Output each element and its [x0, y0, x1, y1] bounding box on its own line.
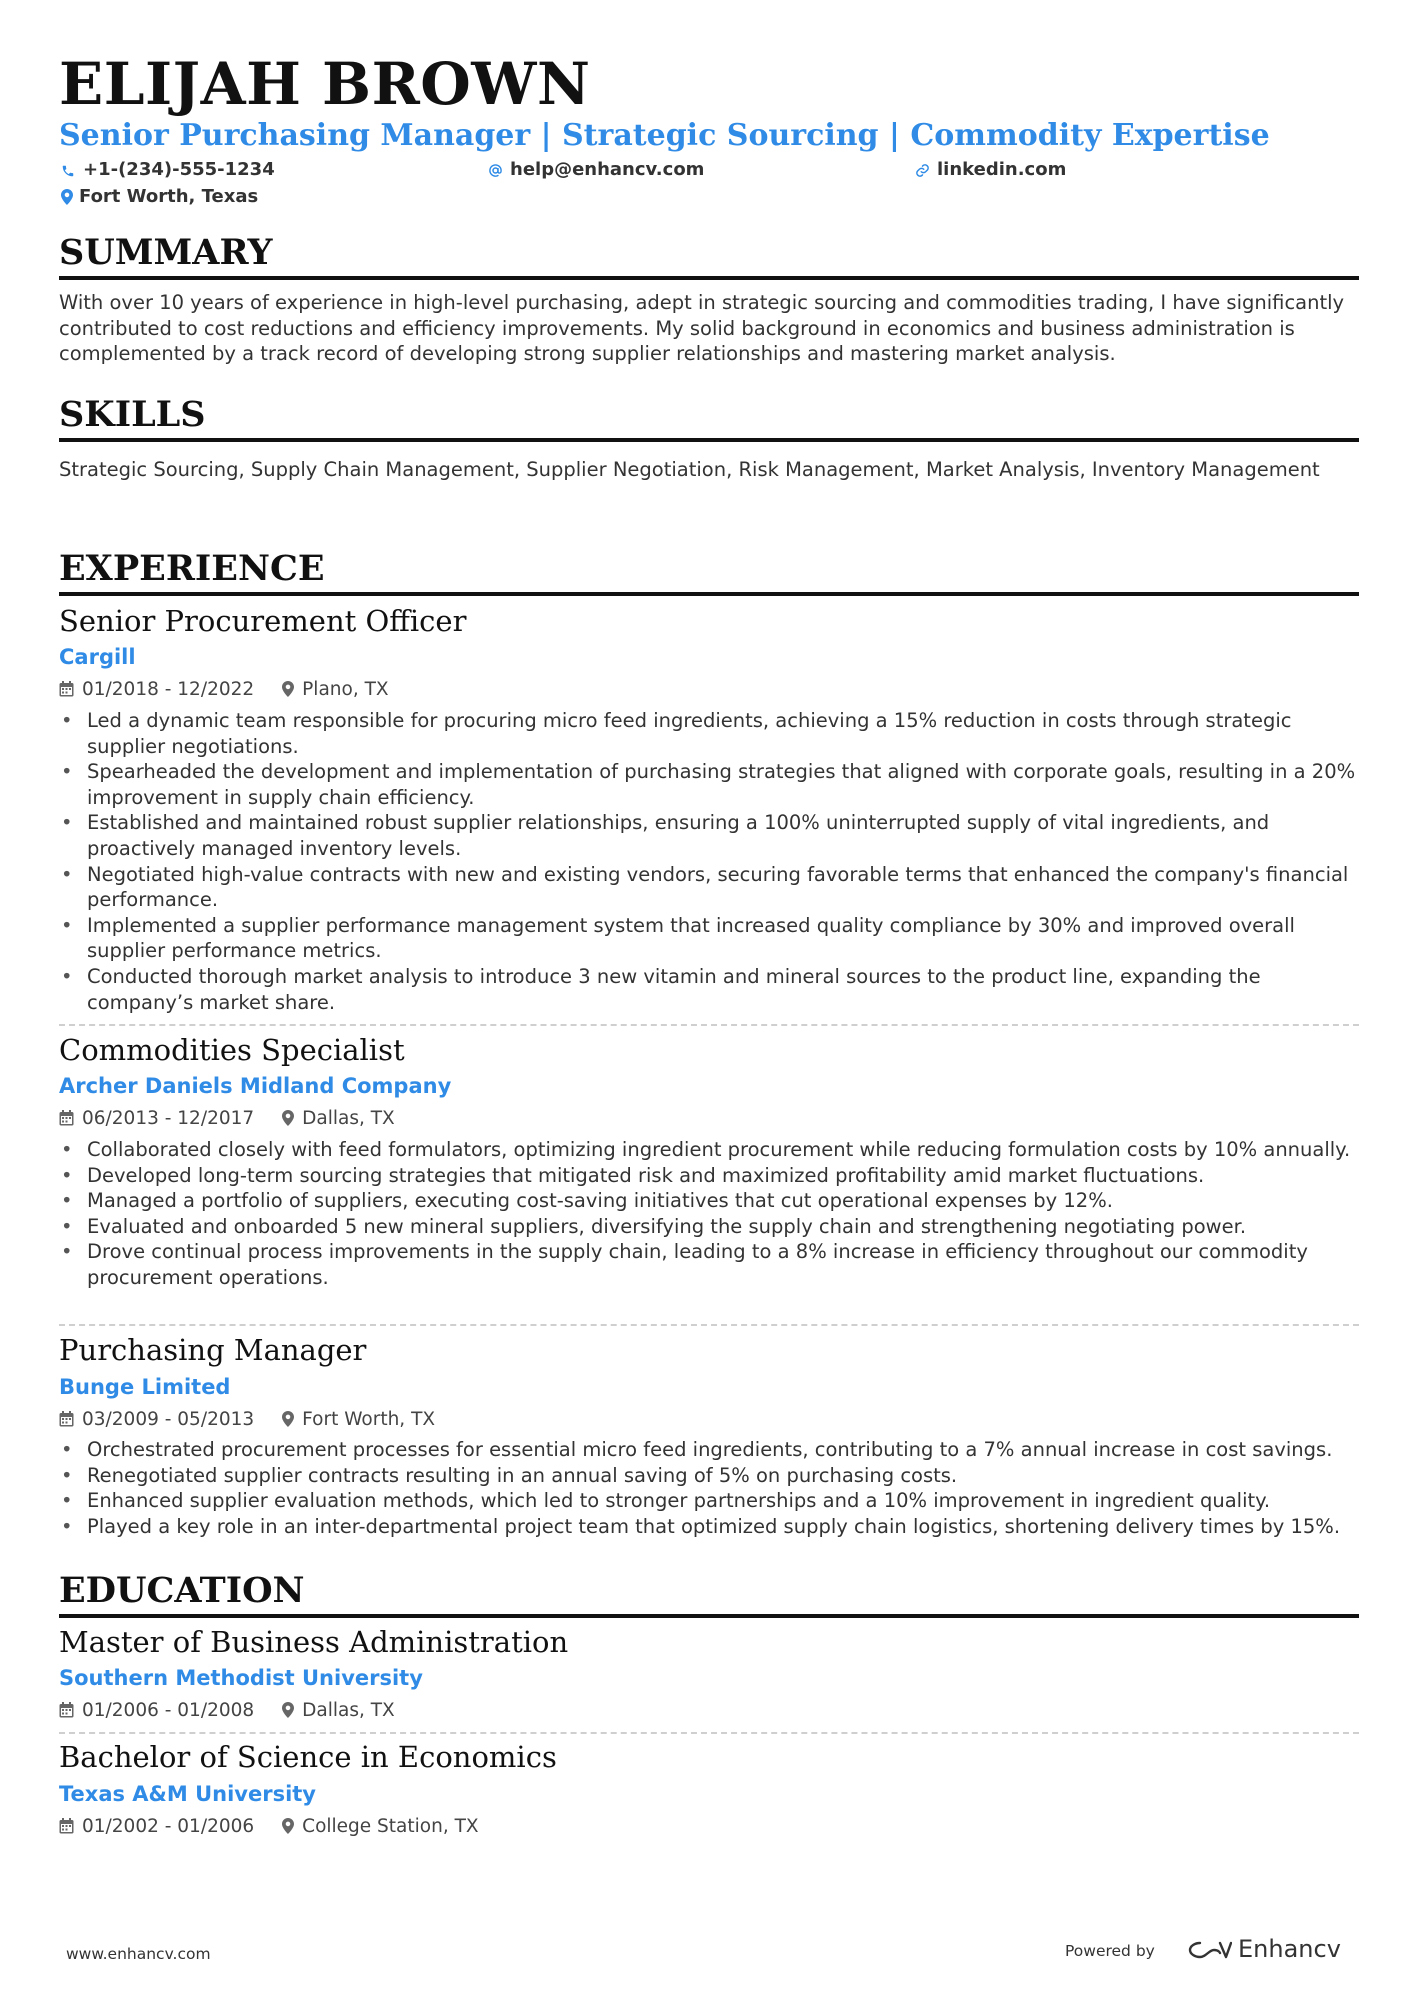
- footer-url[interactable]: www.enhancv.com: [66, 1945, 211, 1963]
- phone-icon: [61, 161, 77, 185]
- email-text[interactable]: help@enhancv.com: [510, 159, 705, 180]
- job-location: Fort Worth, TX: [302, 1409, 436, 1430]
- job-bullets: [59, 1437, 1359, 1539]
- location-pin-icon: [282, 1817, 294, 1841]
- skills-heading: SKILLS: [59, 394, 1359, 442]
- job-company: Cargill: [59, 645, 136, 669]
- enhancv-logo-icon: [1186, 1939, 1232, 1961]
- contact-phone: [61, 158, 275, 185]
- school-name: Southern Methodist University: [59, 1666, 423, 1690]
- job-company: Bunge Limited: [59, 1375, 231, 1399]
- list-item: • Enhanced supplier evaluation methods, which led to stronger partnerships and a 10% improvement in ingredient quality.: [59, 1488, 1359, 1514]
- job-title: Commodities Specialist: [59, 1033, 405, 1067]
- job-meta: [59, 678, 389, 704]
- job-location: Dallas, TX: [302, 1108, 395, 1129]
- school-name: Texas A&M University: [59, 1782, 316, 1806]
- job-dates: 03/2009 - 05/2013: [82, 1409, 255, 1430]
- job-meta: [59, 1107, 395, 1133]
- education-dates: 01/2006 - 01/2008: [82, 1700, 255, 1721]
- at-icon: [488, 161, 504, 185]
- contact-location: [61, 185, 258, 212]
- phone-text[interactable]: +1-(234)-555-1234: [83, 159, 275, 180]
- education-location: College Station, TX: [302, 1816, 479, 1837]
- candidate-headline: Senior Purchasing Manager | Strategic Sourcing | Commodity Expertise: [59, 118, 1270, 153]
- calendar-icon: [59, 1701, 74, 1725]
- list-item: • Established and maintained robust supplier relationships, ensuring a 100% uninterrupted supply of vital ingredients, and proactively managed inventory levels.: [59, 810, 1359, 861]
- job-dates: 01/2018 - 12/2022: [82, 679, 255, 700]
- location-pin-icon: [282, 1410, 294, 1434]
- degree-title: Bachelor of Science in Economics: [59, 1740, 557, 1774]
- location-pin-icon: [282, 1109, 294, 1133]
- education-heading: EDUCATION: [59, 1570, 1359, 1618]
- list-item: • Renegotiated supplier contracts resulting in an annual saving of 5% on purchasing costs.: [59, 1463, 1359, 1489]
- education-dates: 01/2002 - 01/2006: [82, 1816, 255, 1837]
- list-item: • Led a dynamic team responsible for procuring micro feed ingredients, achieving a 15% reduction in costs through strategic supplier negotiations.: [59, 708, 1359, 759]
- location-text: Fort Worth, Texas: [79, 186, 259, 207]
- job-meta: [59, 1408, 435, 1434]
- location-pin-icon: [61, 188, 73, 212]
- divider: [59, 1324, 1359, 1326]
- list-item: • Implemented a supplier performance management system that increased quality compliance by 30% and improved overall supplier performance metrics.: [59, 913, 1359, 964]
- summary-text: With over 10 years of experience in high-level purchasing, adept in strategic sourcing and commodities trading, I have significantly contributed to cost reductions and efficiency improvements. My solid background in economics and business administration is complemented by a track record of developing strong supplier relationships and mastering market analysis.: [59, 291, 1345, 365]
- list-item: • Collaborated closely with feed formulators, optimizing ingredient procurement while reducing formulation costs by 10% annually.: [59, 1137, 1359, 1163]
- list-item: • Played a key role in an inter-departmental project team that optimized supply chain logistics, shortening delivery times by 15%.: [59, 1514, 1359, 1540]
- job-title: Senior Procurement Officer: [59, 604, 467, 638]
- calendar-icon: [59, 1410, 74, 1434]
- location-pin-icon: [282, 1701, 294, 1725]
- summary-heading: SUMMARY: [59, 232, 1359, 280]
- job-dates: 06/2013 - 12/2017: [82, 1108, 255, 1129]
- job-bullets: [59, 1137, 1359, 1291]
- contact-linkedin: [915, 158, 1066, 185]
- education-meta: [59, 1699, 395, 1725]
- calendar-icon: [59, 680, 74, 704]
- degree-title: Master of Business Administration: [59, 1625, 569, 1659]
- brand-name: Enhancv: [1238, 1935, 1341, 1963]
- job-company: Archer Daniels Midland Company: [59, 1074, 452, 1098]
- job-title: Purchasing Manager: [59, 1333, 367, 1367]
- list-item: • Orchestrated procurement processes for essential micro feed ingredients, contributing to a 7% annual increase in cost savings.: [59, 1437, 1359, 1463]
- experience-heading: EXPERIENCE: [59, 548, 1359, 596]
- list-item: • Spearheaded the development and implementation of purchasing strategies that aligned with corporate goals, resulting in a 20% improvement in supply chain efficiency.: [59, 759, 1359, 810]
- list-item: • Drove continual process improvements in the supply chain, leading to a 8% increase in efficiency throughout our commodity procurement operations.: [59, 1239, 1359, 1290]
- link-icon: [915, 161, 931, 185]
- skills-text: Strategic Sourcing, Supply Chain Management, Supplier Negotiation, Risk Management, Market Analysis, Inventory Management: [59, 458, 1320, 481]
- powered-by-label: Powered by: [1065, 1942, 1155, 1960]
- list-item: • Developed long-term sourcing strategies that mitigated risk and maximized profitability amid market fluctuations.: [59, 1163, 1359, 1189]
- job-bullets: [59, 708, 1359, 1015]
- divider: [59, 1732, 1359, 1734]
- education-location: Dallas, TX: [302, 1700, 395, 1721]
- linkedin-text[interactable]: linkedin.com: [937, 159, 1067, 180]
- brand-logo[interactable]: [1186, 1935, 1341, 1963]
- list-item: • Negotiated high-value contracts with new and existing vendors, securing favorable terms that enhanced the company's financial performance.: [59, 862, 1359, 913]
- list-item: • Conducted thorough market analysis to introduce 3 new vitamin and mineral sources to the product line, expanding the company’s market share.: [59, 964, 1359, 1015]
- list-item: • Evaluated and onboarded 5 new mineral suppliers, diversifying the supply chain and strengthening negotiating power.: [59, 1214, 1359, 1240]
- job-location: Plano, TX: [302, 679, 389, 700]
- candidate-name: ELIJAH BROWN: [59, 50, 591, 118]
- contact-email: [488, 158, 704, 185]
- divider: [59, 1024, 1359, 1026]
- calendar-icon: [59, 1817, 74, 1841]
- education-meta: [59, 1815, 479, 1841]
- calendar-icon: [59, 1109, 74, 1133]
- list-item: • Managed a portfolio of suppliers, executing cost-saving initiatives that cut operational expenses by 12%.: [59, 1188, 1359, 1214]
- location-pin-icon: [282, 680, 294, 704]
